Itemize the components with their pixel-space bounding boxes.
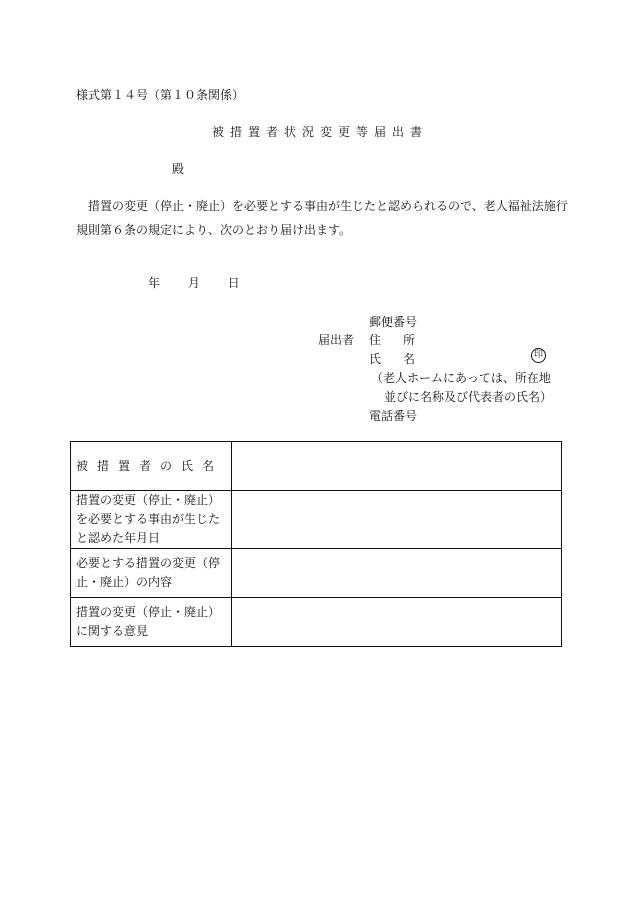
row-value-change-content[interactable] <box>232 549 562 598</box>
form-table <box>70 441 562 647</box>
form-number: 様式第１４号（第１０条関係） <box>76 88 245 102</box>
table-row <box>71 549 562 598</box>
seal-mark: 印 <box>531 348 546 363</box>
table-row <box>71 491 562 549</box>
row-label-date-recognized: 措置の変更（停止・廃止）を必要とする事由が生じたと認めた年月日 <box>71 491 232 549</box>
name-label: 氏名 <box>369 352 438 366</box>
address-field <box>369 331 437 348</box>
row-value-date-recognized[interactable] <box>232 491 562 549</box>
row-value-opinion[interactable] <box>232 598 562 647</box>
addressee-suffix: 殿 <box>172 162 185 176</box>
row-label-change-content: 必要とする措置の変更（停止・廃止）の内容 <box>71 549 232 598</box>
row-value-person-name[interactable] <box>232 442 562 491</box>
date-month-label: 月 <box>187 276 200 290</box>
name-field <box>369 350 437 367</box>
note-line-1: （老人ホームにあっては、所在地 <box>371 371 551 385</box>
row-label-person-name: 被措置者の氏名 <box>71 442 232 491</box>
address-label: 住所 <box>369 333 438 347</box>
postal-code-label: 郵便番号 <box>369 315 418 329</box>
table-row <box>71 442 562 491</box>
table-row <box>71 598 562 647</box>
document-title: 被措置者状況変更等届出書 <box>212 125 429 139</box>
note-line-2: 並びに名称及び代表者の氏名） <box>384 390 553 404</box>
body-text: 措置の変更（停止・廃止）を必要とする事由が生じたと認められるので、老人福祉法施行規則第６条の規定により、次のとおり届け出ます。 <box>76 199 568 237</box>
date-year-label: 年 <box>148 276 161 290</box>
phone-label: 電話番号 <box>369 409 418 423</box>
notifier-label: 届出者 <box>318 333 355 347</box>
row-label-opinion: 措置の変更（停止・廃止）に関する意見 <box>71 598 232 647</box>
date-day-label: 日 <box>227 276 240 290</box>
date-line <box>148 274 240 291</box>
